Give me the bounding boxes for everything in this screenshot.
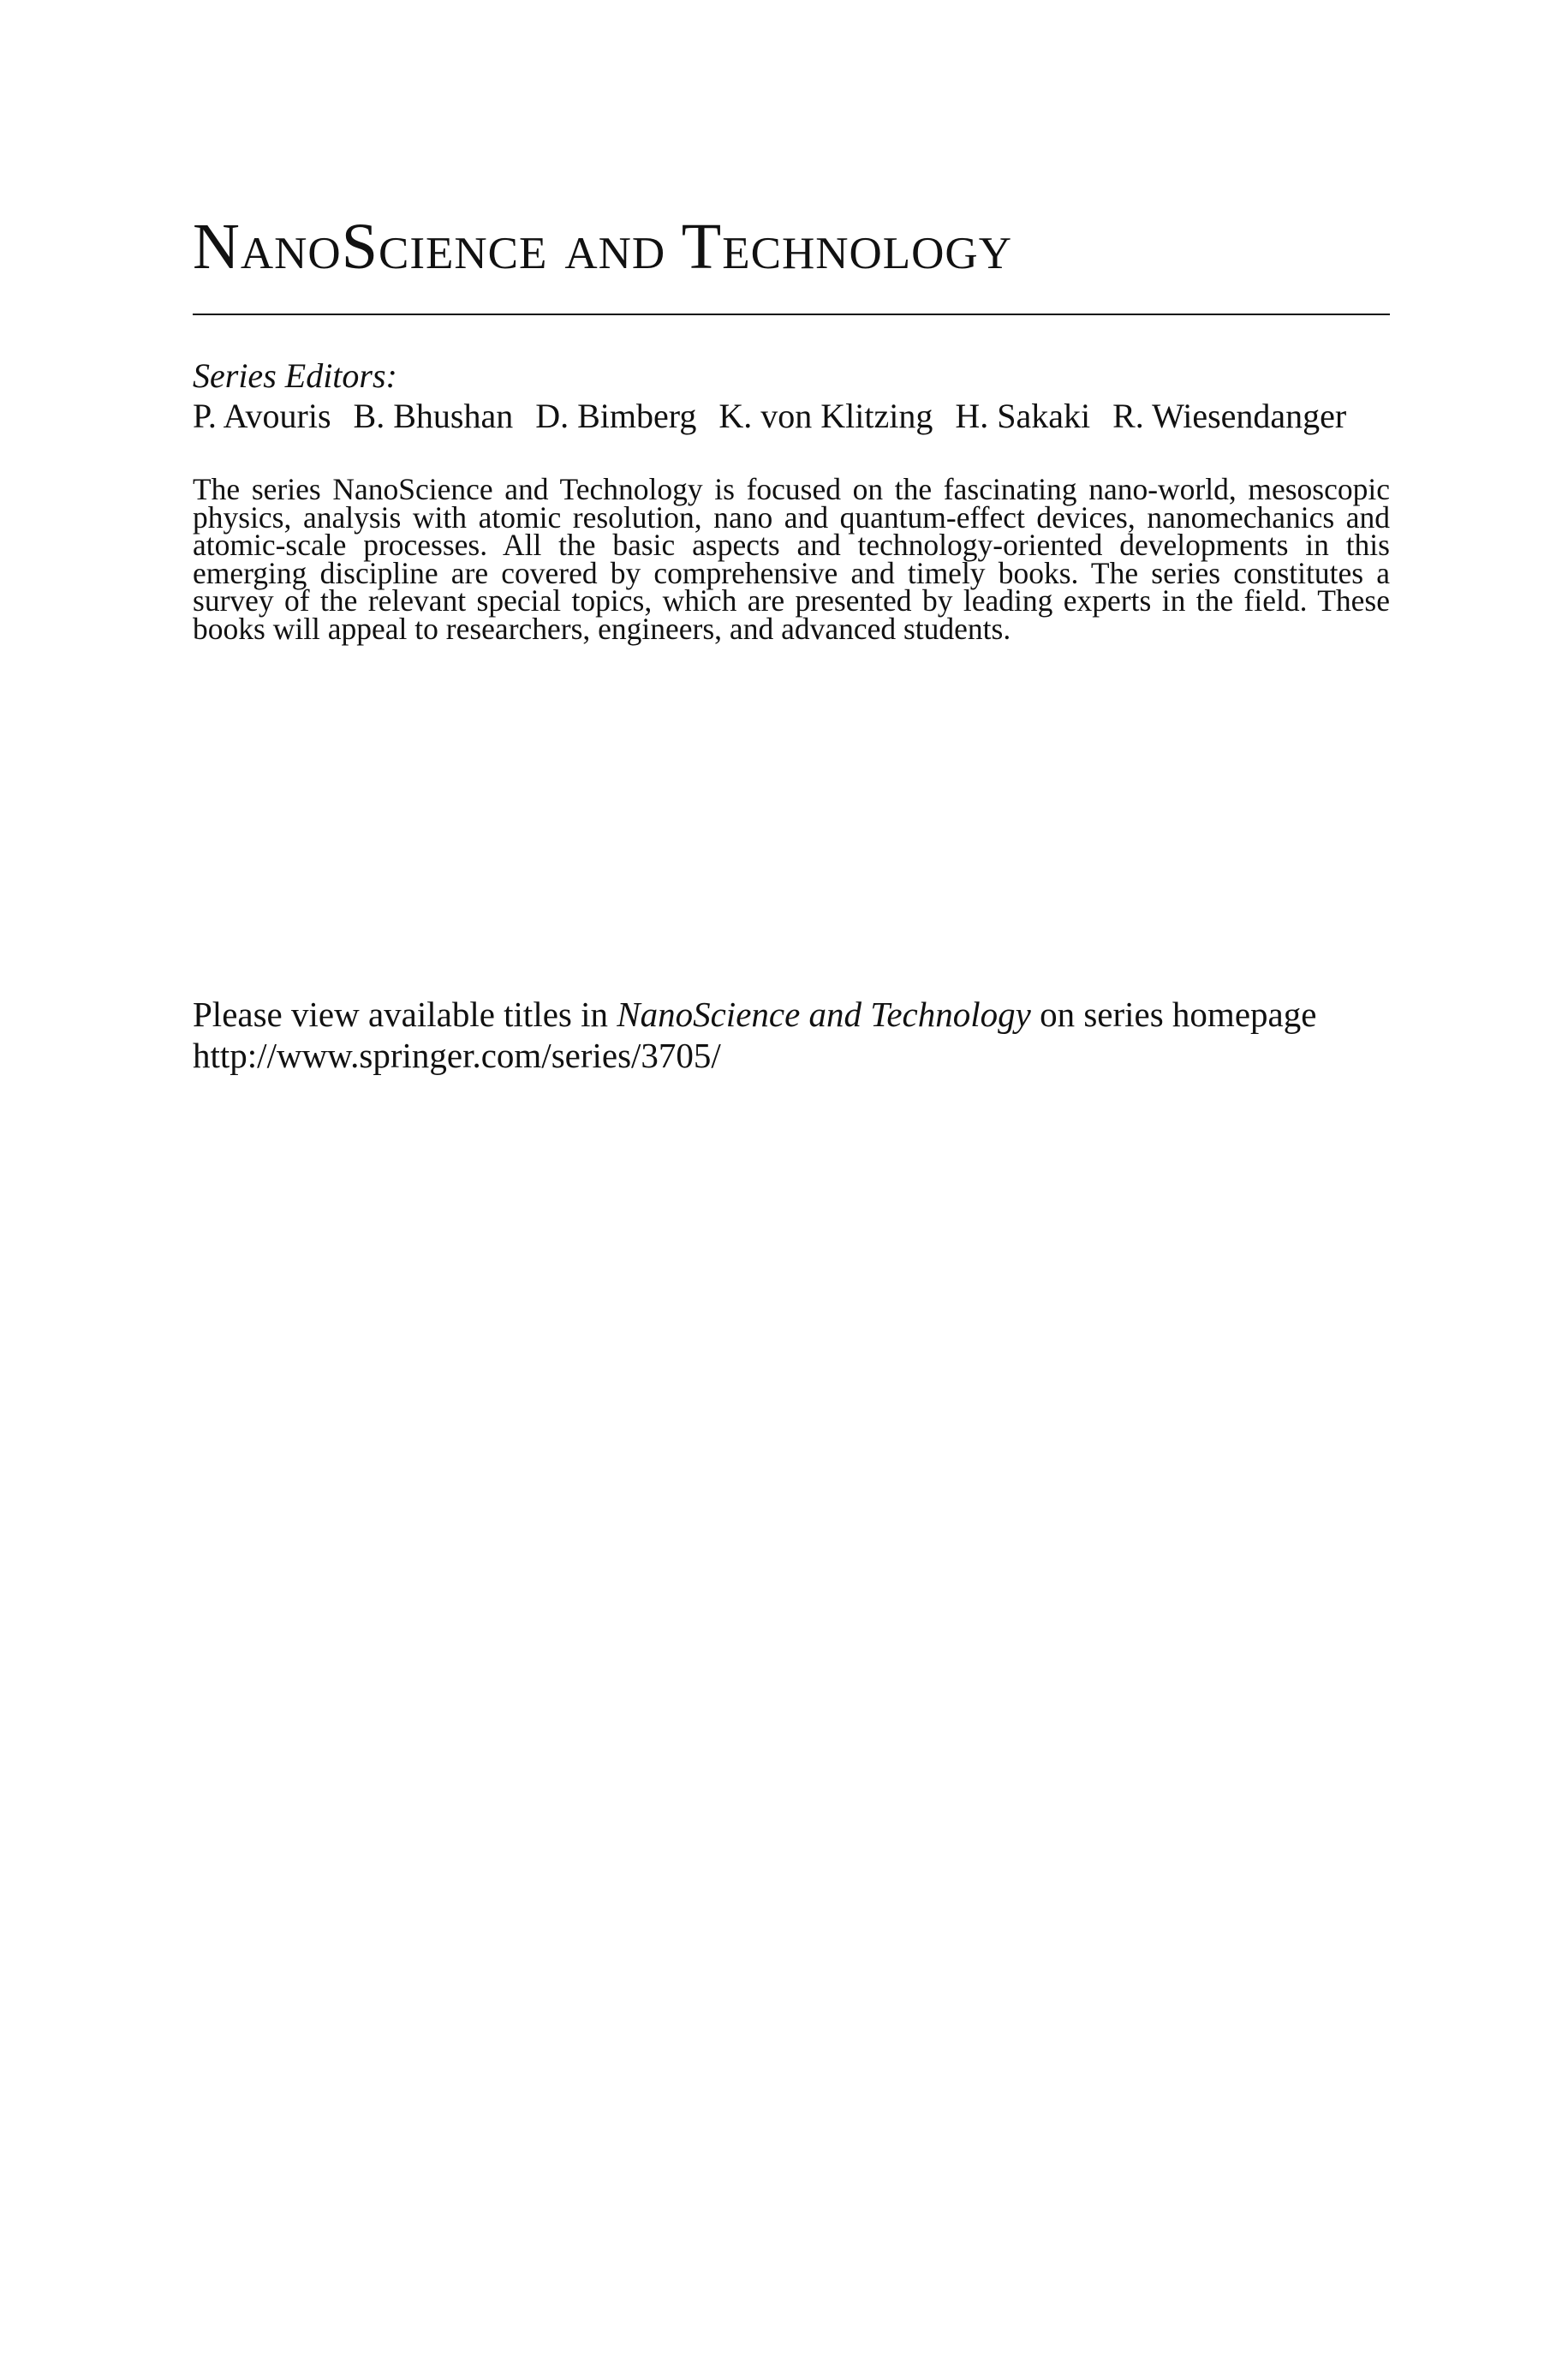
series-description: The series NanoScience and Technology is focused on the fascinating nano-world, mesoscopic physics, analysis with atomic resolution, nano and quantum-effect devices, nanomechanics and atomic-scale processes. All the basic aspects and technology-oriented developments in this emerging discipline are covered by comprehensive and timely books. The series constitutes a survey of the relevant special topics, which are presented by leading experts in the field. These books will appeal to researchers, engineers, and advanced students.: [193, 472, 1390, 646]
editor-name: R. Wiesendanger: [1112, 397, 1347, 435]
homepage-note: [193, 994, 1390, 1076]
editor-name: H. Sakaki: [955, 397, 1091, 435]
series-homepage-url[interactable]: http://www.springer.com/series/3705/: [193, 1036, 721, 1075]
editor-name: B. Bhushan: [353, 397, 514, 435]
homepage-prefix: Please view available titles in: [193, 995, 617, 1034]
series-editors-list: [193, 396, 1390, 437]
editor-name: D. Bimberg: [535, 397, 697, 435]
series-editors-label: Series Editors:: [193, 356, 397, 395]
editor-name: P. Avouris: [193, 397, 331, 435]
homepage-suffix: on series homepage: [1030, 995, 1317, 1034]
title-divider: [193, 314, 1390, 315]
homepage-series-name: NanoScience and Technology: [617, 995, 1031, 1034]
book-page: [193, 0, 1390, 2378]
editor-name: K. von Klitzing: [718, 397, 933, 435]
series-title: NanoScience and Technology: [193, 211, 1012, 283]
